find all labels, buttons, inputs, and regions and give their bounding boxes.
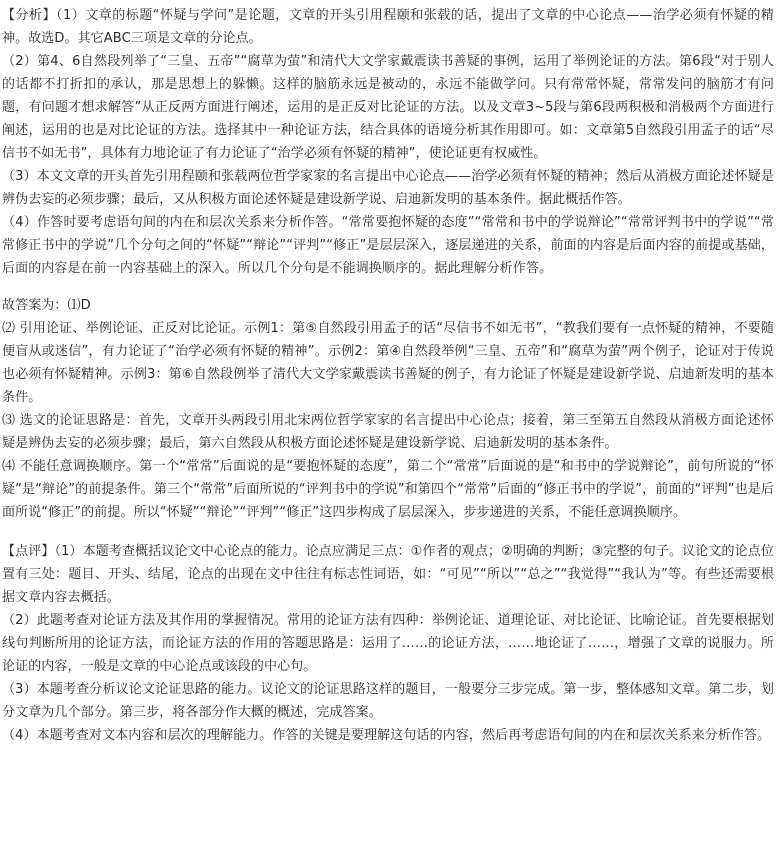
analysis-paragraph-2: （2）第4、6自然段列举了“三皇、五帝”“腐草为萤”和清代大文学家戴震读书善疑的事例，运用了举例论证的方法。第6段“对于别人的话都不打折扣的承认，那是思想上的躲懒。这样的脑筋永远是被动的，永远不能做学问。只有常常怀疑，常常发问的脑筋才有问题，有问题才想求解答”从正反两方面进行阐述，运用的是正反对比论证的方法。以及文章3~5段与第6段两积极和消极两个方面进行阐述，运用的也是对比论证的方法。选择其中一种论证方法，结合具体的语境分析其作用即可。如：文章第5自然段引用孟子的话“尽信书不如无书”，具体有力地论证了有力论证了“治学必须有怀疑的精神”，使论证更有权威性。 [2, 54, 774, 161]
answer-section [2, 294, 774, 524]
spacer [2, 524, 774, 540]
comment-paragraph-1: 【点评】（1）本题考查概括议论文中心论点的能力。论点应满足三点：①作者的观点；②明确的判断；③完整的句子。议论文的论点位置有三处：题目、开头、结尾，论点的出现在文中往往有标志性词语，如：“可见”“所以”“总之”“我觉得”“我认为”等。有些还需要根据文章内容去概括。 [2, 544, 774, 605]
answer-paragraph-4: ⑷ 不能任意调换顺序。第一个“常常”后面说的是“要抱怀疑的态度”，第二个“常常”后面说的是“和书中的学说辩论”，前句所说的“怀疑”是“辩论”的前提条件。第三个“常常”后面所说的“评判书中的学说”和第四个“常常”后面的“修正书中的学说”，前面的“评判”也是后面所说“修正”的前提。所以“怀疑”“辩论”“评判”“修正”这四步构成了层层深入，步步递进的关系，不能任意调换顺序。 [2, 459, 774, 520]
comment-paragraph-3: （3）本题考查分析议论文论证思路的能力。议论文的论证思路这样的题目，一般要分三步完成。第一步，整体感知文章。第二步，划分文章为几个部分。第三步，将各部分作大概的概述，完成答案。 [2, 682, 774, 720]
comment-paragraph-4: （4）本题考查对文本内容和层次的理解能力。作答的关键是要理解这句话的内容，然后再考虑语句间的内在和层次关系来分析作答。 [2, 728, 771, 743]
analysis-section [2, 4, 774, 280]
comment-paragraph-2: （2）此题考查对论证方法及其作用的掌握情况。常用的论证方法有四种：举例论证、道理论证、对比论证、比喻论证。首先要根据划线句判断所用的论证方法，而论证方法的作用的答题思路是：运用了……的论证方法，……地论证了……，增强了文章的说服力。所论证的内容，一般是文章的中心论点或该段的中心句。 [2, 613, 774, 674]
answer-intro: 故答案为：⑴D [2, 298, 91, 313]
comment-section [2, 540, 774, 747]
analysis-paragraph-3: （3）本文文章的开头首先引用程颐和张载两位哲学家家的名言提出中心论点——治学必须有怀疑的精神；然后从消极方面论述怀疑是辨伪去妄的必须步骤；最后，又从积极方面论述怀疑是建设新学说、启迪新发明的基本条件。据此概括作答。 [2, 169, 774, 207]
spacer [2, 280, 774, 294]
analysis-paragraph-1: 【分析】（1）文章的标题“怀疑与学问”是论题，文章的开头引用程颐和张载的话，提出了文章的中心论点——治学必须有怀疑的精神。故选D。其它ABC三项是文章的分论点。 [2, 8, 774, 46]
analysis-paragraph-4: （4）作答时要考虑语句间的内在和层次关系来分析作答。“常常要抱怀疑的态度”“常常和书中的学说辩论”“常常评判书中的学说”“常常修正书中的学说”几个分句之间的“怀疑”“辩论”“评判”“修正”是层层深入，逐层递进的关系，前面的内容是后面内容的前提或基础，后面的内容是在前一内容基础上的深入。所以几个分句是不能调换顺序的。据此理解分析作答。 [2, 215, 774, 276]
answer-paragraph-2: ⑵ 引用论证、举例论证、正反对比论证。示例1：第⑤自然段引用孟子的话“尽信书不如无书”，“教我们要有一点怀疑的精神，不要随便盲从或迷信”，有力论证了“治学必须有怀疑的精神”。示例2：第④自然段举例“三皇、五帝”和“腐草为萤”两个例子，论证对于传说也必须有怀疑精神。示例3：第⑥自然段例举了清代大文学家戴震读书善疑的例子，有力论证了怀疑是建设新学说、启迪新发明的基本条件。 [2, 321, 774, 405]
answer-paragraph-3: ⑶ 选文的论证思路是：首先，文章开头两段引用北宋两位哲学家家的名言提出中心论点；接着，第三至第五自然段从消极方面论述怀疑是辨伪去妄的必须步骤；最后，第六自然段从积极方面论述怀疑是建设新学说、启迪新发明的基本条件。 [2, 413, 774, 451]
